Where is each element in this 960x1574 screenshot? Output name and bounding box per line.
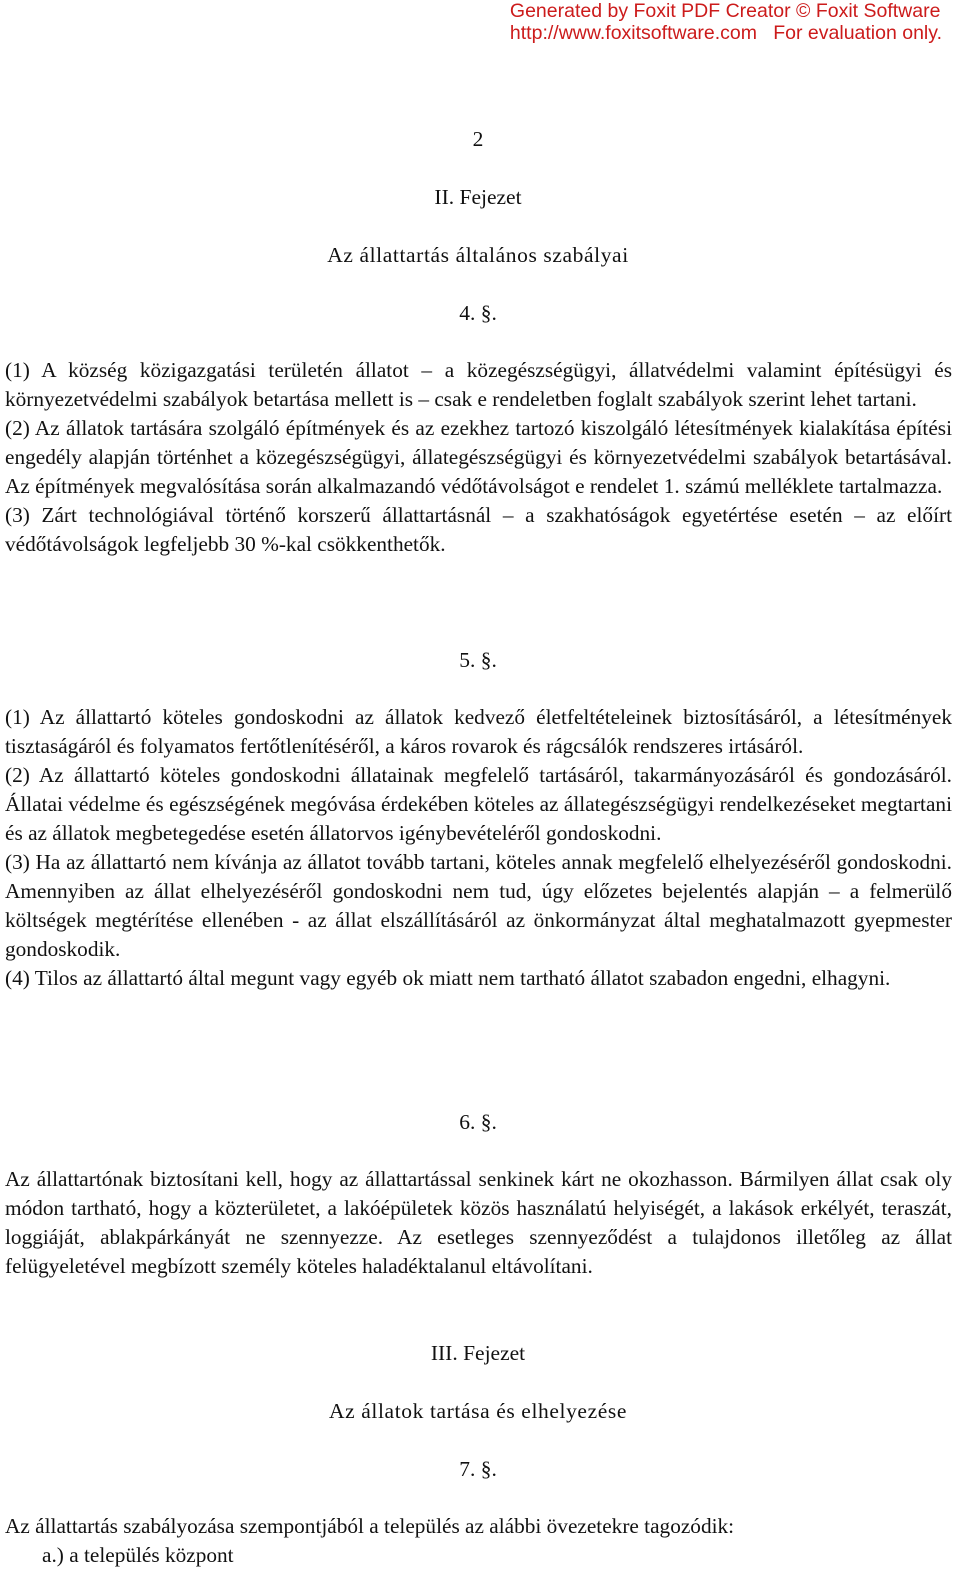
section-5-paragraph-1: (1) Az állattartó köteles gondoskodni az állatok kedvező életfeltételeinek biztosításáról, a létesítmények tisztaságáról és folyamatos fertőtlenítéséről, a káros rovarok és rágcsálók rendszeres irtásáról. xyxy=(5,705,952,758)
chapter-3-subtitle: Az állatok tartása és elhelyezése xyxy=(329,1399,627,1423)
section-4-body xyxy=(5,356,952,559)
section-4-heading: 4. §. xyxy=(459,301,497,325)
chapter-3-title: III. Fejezet xyxy=(430,1341,526,1365)
section-7-paragraph-1: Az állattartás szabályozása szempontjából a település az alábbi övezetekre tagozódik: xyxy=(5,1514,735,1538)
section-6-paragraph-1: Az állattartónak biztosítani kell, hogy az állattartással senkinek kárt ne okozhasson. Bármilyen állat csak oly módon tartható, hogy a közterületet, a lakóépületek közös használatú helyiségét, a lakások erkélyét, teraszát, loggiáját, ablakpárkányát ne szennyezze. Az esetleges szennyeződést a tulajdonos illetőleg az állat felügyeletével megbízott személy köteles haladéktalanul eltávolítani. xyxy=(5,1167,952,1278)
section-4-paragraph-1: (1) A község közigazgatási területén állatot – a közegészségügyi, állatvédelmi valamint építésügyi és környezetvédelmi szabályok betartása mellett is – csak e rendeletben foglalt szabályok szerint lehet tartani. xyxy=(5,358,952,411)
section-7-body xyxy=(5,1512,952,1541)
chapter-2-subtitle: Az állattartás általános szabályai xyxy=(327,243,629,267)
section-5-paragraph-4: (4) Tilos az állattartó által megunt vagy egyéb ok miatt nem tartható állatot szabadon engedni, elhagyni. xyxy=(5,966,891,990)
zone-list-item-a: a.) a település központ xyxy=(42,1543,234,1567)
section-6-heading: 6. §. xyxy=(459,1110,497,1134)
section-4-paragraph-3: (3) Zárt technológiával történő korszerű állattartásnál – a szakhatóságok egyetértése esetén – az előírt védőtávolságok legfeljebb 30 %-kal csökkenthetők. xyxy=(5,503,952,556)
foxit-watermark xyxy=(510,0,942,44)
page-number: 2 xyxy=(472,127,484,151)
watermark-line-1: Generated by Foxit PDF Creator © Foxit Software xyxy=(509,0,941,22)
section-5-heading: 5. §. xyxy=(459,648,497,672)
chapter-2-title: II. Fejezet xyxy=(434,185,522,209)
watermark-line-2: http://www.foxitsoftware.com For evaluation only. xyxy=(509,22,942,44)
section-5-body xyxy=(5,703,952,993)
section-5-paragraph-3: (3) Ha az állattartó nem kívánja az állatot tovább tartani, köteles annak megfelelő elhelyezéséről gondoskodni. Amennyiben az állat elhelyezéséről gondoskodni nem tud, úgy előzetes bejelentés alapján – a felmerülő költségek megtérítése ellenében - az állat elszállításáról az önkormányzat által meghatalmazott gyepmester gondoskodik. xyxy=(5,850,952,961)
section-6-body xyxy=(5,1165,952,1281)
section-7-heading: 7. §. xyxy=(459,1457,497,1481)
section-5-paragraph-2: (2) Az állattartó köteles gondoskodni állatainak megfelelő tartásáról, takarmányozásáról és gondozásáról. Állatai védelme és egészségének megóvása érdekében köteles az állategészségügyi rendelkezéseket megtartani és az állatok megbetegedése esetén állatorvos igénybevételéről gondoskodni. xyxy=(5,763,952,845)
section-4-paragraph-2: (2) Az állatok tartására szolgáló építmények és az ezekhez tartozó kiszolgáló létesítmények kialakítása építési engedély alapján történhet a közegészségügyi, állategészségügyi és környezetvédelmi szabályok betartásával. Az építmények megvalósítása során alkalmazandó védőtávolságot e rendelet 1. számú melléklete tartalmazza. xyxy=(5,416,952,498)
